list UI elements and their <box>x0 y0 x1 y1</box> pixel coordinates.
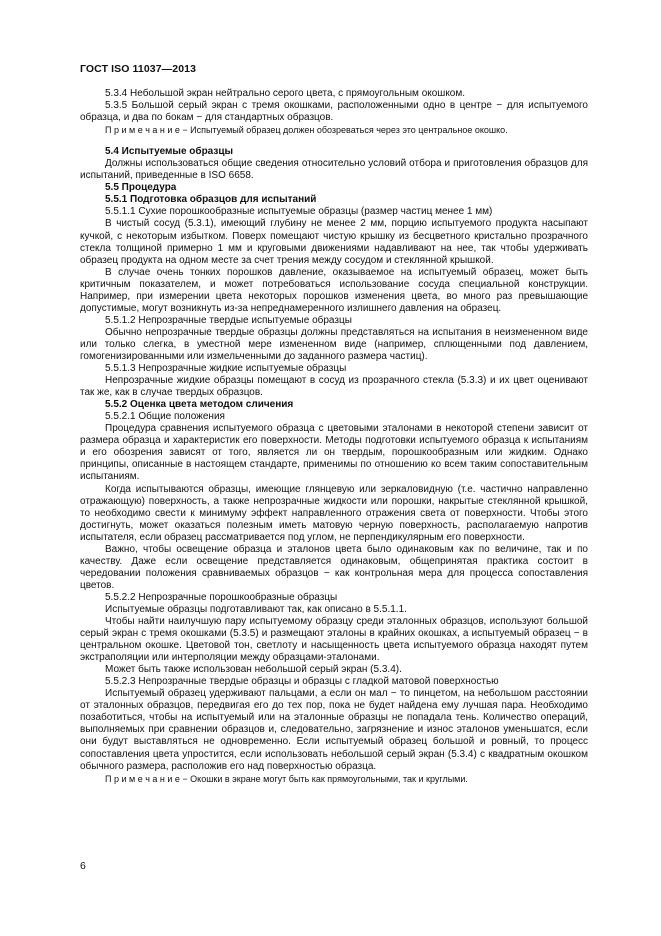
section-heading: 5.4 Испытуемые образцы <box>105 146 234 158</box>
paragraph: 5.5.2.1 Общие положения <box>105 411 225 423</box>
paragraph: В случае очень тонких порошков давление, оказываемое на испытуемый образец, может быть критичным показателем, и может потребоваться использование сосуда специальной конструкции. Например, при измерении цвета некоторых порошков изменения цвета, во много раз превышающие допустимые, могут возникнуть из-за непреднамеренного излишнего давления на образец. <box>80 266 588 314</box>
paragraph: Процедура сравнения испытуемого образца с цветовыми эталонами в некоторой степени зависит от размера образца и характеристик его поверхности. Методы подготовки испытуемого образца к испытаниям и его обозрения зависят от того, является ли он твердым, порошкообразным или жидким. Однако принципы, описанные в настоящем стандарте, применимы по отношению ко всем таким сопоставительным испытаниям. <box>80 423 588 483</box>
paragraph: Непрозрачные жидкие образцы помещают в сосуд из прозрачного стекла (5.3.3) и их цвет оценивают так же, как в случае твердых образцов. <box>80 375 588 399</box>
note-paragraph: П р и м е ч а н и е − Окошки в экране могут быть как прямоугольными, так и круглыми. <box>105 773 468 784</box>
section-heading: 5.5.2 Оценка цвета методом сличения <box>105 399 294 411</box>
document-header: ГОСТ ISO 11037—2013 <box>80 63 197 75</box>
section-heading: 5.5.1 Подготовка образцов для испытаний <box>105 194 317 206</box>
paragraph: Важно, чтобы освещение образца и эталонов цвета было одинаковым как по величине, так и по качеству. Даже если освещение представляется одинаковым, общепринятая практика состоит в чередовании положения сравниваемых образцов − как контрольная мера для процесса сопоставления цветов. <box>80 543 588 591</box>
paragraph: Обычно непрозрачные твердые образцы должны представляться на испытания в неизмененном виде или только слегка, в уместной мере измененном виде (например, сплющенными под давлением, гомогенизированными или измельченными до заданного размера частиц). <box>80 326 588 362</box>
paragraph: Чтобы найти наилучшую пару испытуемому образцу среди эталонных образцов, используют большой серый экран с тремя окошками (5.3.5) и размещают эталоны в крайних окошках, а испытуемый образец − в центральном окошке. Цветовой тон, светлоту и насыщенность цвета испытуемого образца находят путем экстраполяции или интерполяции между образцами-эталонами. <box>80 616 588 664</box>
paragraph: Когда испытываются образцы, имеющие глянцевую или зеркаловидную (т.е. частично направленно отражающую) поверхность, а также непрозрачные жидкости или порошки, накрытые стеклянной крышкой, то необходимо свести к минимуму эффект направленного отражения света от поверхности. Чтобы этого достигнуть, может оказаться полезным иметь матовую черную поверхность, располагаемую напротив испытателя, если образец рассматривается под углом, не перпендикулярным его поверхности. <box>80 483 588 543</box>
paragraph: Может быть также использован небольшой серый экран (5.3.4). <box>105 664 402 676</box>
paragraph: В чистый сосуд (5.3.1), имеющий глубину не менее 2 мм, порцию испытуемого продукта насыпают кучкой, с некоторым избытком. Поверх помещают чистую крышку из бесцветного кристально прозрачного стекла толщиной примерно 1 мм и круговыми движениями надавливают на нее, так чтобы удерживать образец продукта на одном месте за счет трения между сосудом и стеклянной крышкой. <box>80 218 588 266</box>
paragraph: 5.5.1.2 Непрозрачные твердые испытуемые образцы <box>105 314 352 326</box>
paragraph: 5.5.1.3 Непрозрачные жидкие испытуемые образцы <box>105 363 347 375</box>
paragraph: Должны использоваться общие сведения относительно условий отбора и приготовления образцов для испытаний, приведенные в ISO 6658. <box>80 158 588 182</box>
paragraph: 5.5.1.1 Сухие порошкообразные испытуемые образцы (размер частиц менее 1 мм) <box>105 206 493 218</box>
paragraph: 5.5.2.2 Непрозрачные порошкообразные образцы <box>105 591 338 603</box>
paragraph: 5.5.2.3 Непрозрачные твердые образцы и образцы с гладкой матовой поверхностью <box>105 676 499 688</box>
section-heading: 5.5 Процедура <box>105 182 177 194</box>
note-paragraph: П р и м е ч а н и е − Испытуемый образец должен обозреваться через это центральное окошко. <box>105 125 508 136</box>
paragraph: Испытуемые образцы подготавливают так, как описано в 5.5.1.1. <box>105 603 407 615</box>
paragraph: 5.3.5 Большой серый экран с тремя окошками, расположенными одно в центре − для испытуемого образца, и два по бокам − для стандартных образцов. <box>80 100 588 124</box>
page-number: 6 <box>80 860 86 872</box>
spacer <box>80 136 588 146</box>
paragraph: 5.3.4 Небольшой экран нейтрально серого цвета, с прямоугольным окошком. <box>105 88 466 99</box>
document-body <box>80 88 588 785</box>
paragraph: Испытуемый образец удерживают пальцами, а если он мал − то пинцетом, на небольшом расстоянии от эталонных образцов, передвигая его до тех пор, пока не будет найдена ему лучшая пара. Необходимо позаботиться, чтобы на испытуемый или на эталонные образцы не попадала тень. Количество операций, выполняемых при сравнении образцов и, следовательно, загрязнение и износ эталонов уменьшатся, если они будут выставляться не одновременно. Если испытуемый образец большой и ровный, то процесс сопоставления цвета упростится, если использовать небольшой серый экран (5.3.4) с квадратным окошком обычного размера, расположив его над поверхностью образца. <box>80 688 588 772</box>
